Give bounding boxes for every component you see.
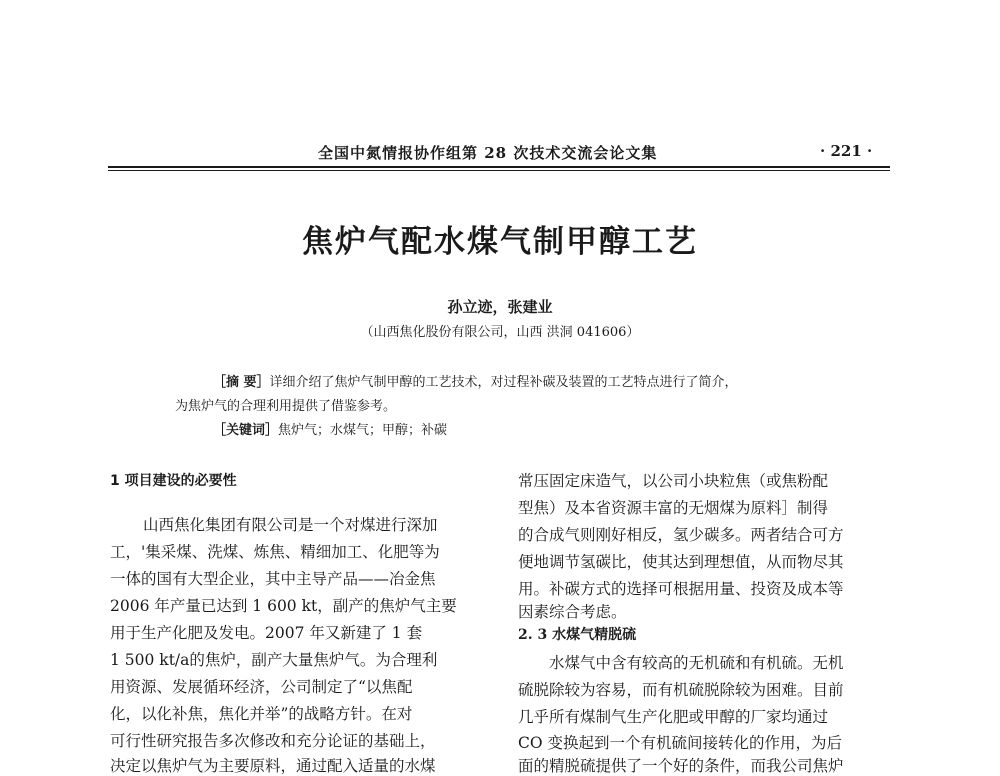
abstract-line-1 — [213, 371, 738, 390]
left-col-line: 用于生产化肥及发电。2007 年又新建了 1 套 — [110, 624, 423, 642]
left-col-line: 1 500 kt/a的焦炉，副产大量焦炉气。为合理利 — [110, 651, 438, 669]
right-col-line: 用。补碳方式的选择可根据用量、投资及成本等 — [518, 580, 844, 598]
keywords-label: ［关键词］ — [213, 423, 279, 438]
paper-title: 焦炉气配水煤气制甲醇工艺 — [302, 224, 698, 260]
right-col-line: 几乎所有煤制气生产化肥或甲醇的厂家均通过 — [518, 708, 829, 726]
left-col-line: 用资源、发展循环经济，公司制定了“以焦配 — [110, 678, 413, 696]
abstract-label: ［摘 要］ — [213, 375, 270, 390]
subsection-2-3-heading: 2. 3 水煤气精脱硫 — [518, 627, 637, 643]
right-col-line: 的合成气则刚好相反，氢少碳多。两者结合可方 — [518, 526, 844, 544]
right-col-line: 水煤气中含有较高的无机硫和有机硫。无机 — [549, 654, 844, 672]
header-rule-thin — [108, 170, 890, 171]
abstract-text-1: 详细介绍了焦炉气制甲醇的工艺技术，对过程补碳及装置的工艺特点进行了简介， — [269, 375, 738, 390]
affiliation: （山西焦化股份有限公司，山西 洪洞 041606） — [360, 325, 640, 340]
right-col-line: 型焦）及本省资源丰富的无烟煤为原料］制得 — [518, 499, 829, 517]
left-col-line: 山西焦化集团有限公司是一个对煤进行深加 — [143, 516, 438, 534]
left-col-line: 化，以化补焦，焦化并举”的战略方针。在对 — [110, 705, 413, 723]
header-rule-thick — [108, 166, 890, 168]
left-col-line: 一体的国有大型企业，其中主导产品——冶金焦 — [110, 570, 436, 588]
abstract-line-2: 为焦炉气的合理利用提供了借鉴参考。 — [175, 399, 397, 414]
left-col-line: 工，'集采煤、洗煤、炼焦、精细加工、化肥等为 — [110, 543, 440, 561]
right-col-line: 因素综合考虑。 — [518, 603, 627, 621]
keywords-line — [213, 419, 447, 438]
right-col-line: 面的精脱硫提供了一个好的条件，而我公司焦炉 — [518, 757, 844, 775]
left-col-line: 2006 年产量已达到 1 600 kt，副产的焦炉气主要 — [110, 597, 457, 615]
authors: 孙立迹，张建业 — [447, 298, 553, 316]
right-col-line: 便地调节氢碳比，使其达到理想值，从而物尽其 — [518, 553, 844, 571]
left-col-line: 决定以焦炉气为主要原料，通过配入适量的水煤 — [110, 757, 436, 775]
right-col-line: CO 变换起到一个有机硫间接转化的作用，为后 — [518, 734, 842, 752]
page-number: · 221 · — [820, 142, 873, 160]
section-1-heading: 1 项目建设的必要性 — [110, 473, 237, 489]
right-col-line: 硫脱除较为容易，而有机硫脱除较为困难。目前 — [518, 681, 844, 699]
left-col-line: 可行性研究报告多次修改和充分论证的基础上， — [110, 732, 436, 750]
right-col-line: 常压固定床造气，以公司小块粒焦（或焦粉配 — [518, 472, 829, 490]
keywords-text: 焦炉气；水煤气；甲醇；补碳 — [278, 423, 448, 438]
running-header-title: 全国中氮情报协作组第 28 次技术交流会论文集 — [318, 144, 658, 162]
